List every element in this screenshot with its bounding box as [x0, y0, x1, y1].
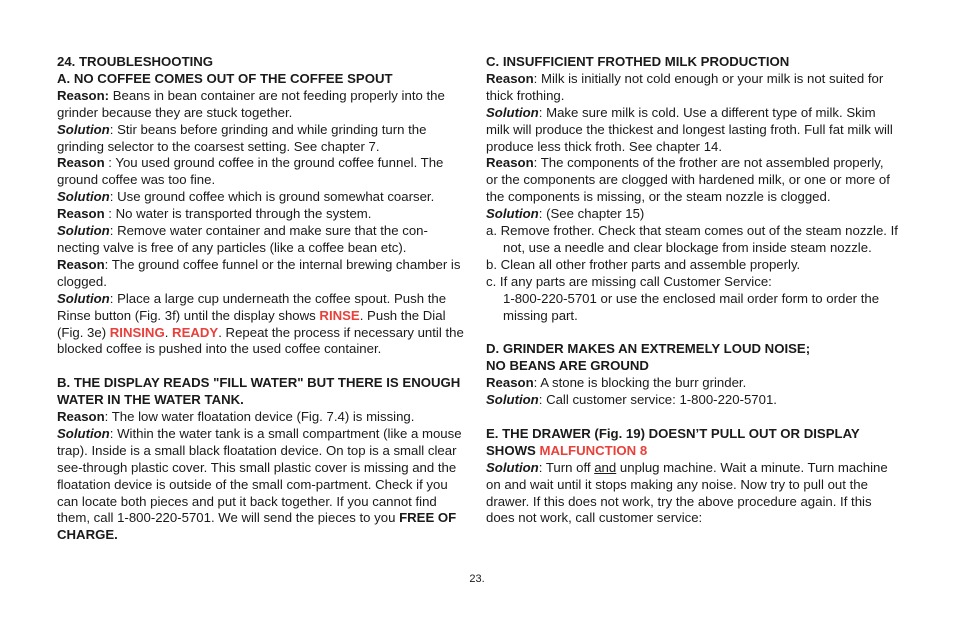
solution-label: Solution: [57, 189, 110, 205]
section-a-solution-1: [57, 122, 469, 156]
solution-text: : Use ground coffee which is ground somewhat coarser.: [109, 189, 435, 205]
page-number: 23.: [469, 573, 485, 585]
display-text-rinsing: RINSING: [109, 324, 165, 340]
section-e-heading-line-2: [486, 443, 898, 460]
section-c-solution-2: [486, 206, 898, 223]
section-d-heading-line-1: D. GRINDER MAKES AN EXTREMELY LOUD NOISE;: [486, 341, 811, 357]
solution-text: . Repeat the process if necessary until the blocked coffee is pushed into the used coffee container.: [57, 324, 464, 357]
reason-text: : The low water floatation device (Fig. 7.4) is missing.: [104, 409, 415, 425]
solution-text: : (See chapter 15): [538, 206, 645, 222]
reason-text: : You used ground coffee in the ground coffee funnel. The ground coffee was too fine.: [57, 155, 444, 188]
reason-text: : Milk is initially not cold enough or your milk is not suited for thick frothing.: [486, 70, 884, 103]
section-a-reason-1: [57, 88, 469, 122]
solution-label: Solution: [57, 425, 110, 441]
reason-label: Reason: [486, 375, 534, 391]
section-d-reason-1: [486, 375, 898, 392]
solution-text: : Stir beans before grinding and while grinding turn the grinding selector to the coarsest setting. See chapter 7.: [57, 121, 427, 154]
solution-text: : Place a large cup underneath the coffee spout. Push the Rinse button (Fig. 3f) until the display shows: [57, 290, 447, 323]
solution-text: : Remove water container and make sure that the con-necting valve is free of any particles (like a coffee bean etc).: [57, 223, 428, 255]
spacer: [486, 325, 898, 342]
solution-label: Solution: [486, 459, 539, 475]
solution-label: Solution: [486, 104, 539, 120]
solution-text: unplug machine. Wait a minute. Turn machine on and wait until it stops making any noise. Now try to pull out the drawer. If this does not work, try the above procedure again. If this does not work, call customer service:: [486, 459, 888, 526]
solution-label: Solution: [486, 206, 539, 222]
solution-label: Solution: [57, 121, 110, 137]
solution-text: : Turn off: [538, 459, 595, 475]
section-d-heading-line-2: NO BEANS ARE GROUND: [486, 358, 649, 374]
section-b-heading: B. THE DISPLAY READS "FILL WATER" BUT THERE IS ENOUGH WATER IN THE WATER TANK.: [57, 375, 461, 408]
section-c-reason-1: [486, 71, 898, 105]
solution-text: : Call customer service: 1-800-220-5701.: [538, 392, 777, 408]
solution-label: Solution: [57, 290, 110, 306]
section-c-reason-2: [486, 155, 898, 206]
section-e-heading-line-1: E. THE DRAWER (Fig. 19) DOESN’T PULL OUT OR DISPLAY: [486, 425, 860, 441]
solution-text: : Make sure milk is cold. Use a different type of milk. Skim milk will produce the thickest and longest lasting froth. Full fat milk will produce less thick froth. See chapter 14.: [486, 104, 893, 154]
section-c-solution-1: [486, 105, 898, 156]
right-column: [486, 54, 898, 527]
left-column: [57, 54, 469, 544]
section-a-solution-2: [57, 189, 469, 206]
reason-text: : The components of the frother are not assembled properly, or the components are clogged with hardened milk, or one or more of the components is missing, or the steam nozzle is clogged.: [486, 155, 890, 205]
reason-label: Reason: [57, 256, 105, 272]
section-a-solution-3: [57, 223, 469, 257]
section-a-reason-4: [57, 257, 469, 291]
section-a-reason-2: [57, 155, 469, 189]
list-item: c. If any parts are missing call Customer Service:: [486, 273, 772, 289]
reason-label: Reason: [57, 409, 105, 425]
section-a-heading: A. NO COFFEE COMES OUT OF THE COFFEE SPOUT: [57, 70, 393, 86]
solution-label: Solution: [486, 392, 539, 408]
section-title: 24. TROUBLESHOOTING: [57, 54, 214, 69]
reason-text: : No water is transported through the system.: [104, 206, 372, 222]
solution-text: : Within the water tank is a small compartment (like a mouse trap). Inside is a small black floatation device. On top is a small clear see-through plastic cover. This small plastic cover is missing and the floatation device is outside of the small com-partment. Check if you can locate both pieces and put it back together. If you cannot find them, call 1-800-220-5701. We will send the pieces to you: [57, 425, 462, 526]
reason-label: Reason: [57, 206, 105, 222]
spacer: [57, 358, 469, 375]
solution-text: .: [164, 324, 173, 340]
list-item: b. Clean all other frother parts and assemble properly.: [486, 256, 801, 272]
free-of-charge: FREE OF CHARGE.: [57, 510, 457, 543]
reason-label: Reason:: [57, 87, 110, 103]
section-a-reason-3: [57, 206, 469, 223]
section-c-heading: C. INSUFFICIENT FROTHED MILK PRODUCTION: [486, 54, 790, 69]
reason-label: Reason: [486, 70, 534, 86]
section-b-solution-1: [57, 426, 469, 544]
reason-text: Beans in bean container are not feeding properly into the grinder because they are stuck together.: [57, 87, 445, 120]
solution-text: . Push the Dial (Fig. 3e): [57, 307, 446, 340]
section-a-solution-4: [57, 291, 469, 359]
section-e-solution-1: [486, 460, 898, 528]
reason-text: : A stone is blocking the burr grinder.: [533, 375, 747, 391]
list-item-continuation: 1-800-220-5701 or use the enclosed mail order form to order the missing part.: [503, 290, 880, 323]
display-text-malfunction: MALFUNCTION 8: [539, 442, 648, 458]
solution-label: Solution: [57, 223, 110, 239]
section-b-reason-1: [57, 409, 469, 426]
reason-label: Reason: [486, 155, 534, 171]
underlined-and: and: [594, 459, 617, 475]
list-item: a. Remove frother. Check that steam comes out of the steam nozzle. If not, use a needle and clear blockage from inside steam nozzle.: [486, 223, 898, 255]
reason-text: : The ground coffee funnel or the internal brewing chamber is clogged.: [57, 256, 461, 289]
display-text-ready: READY: [172, 324, 219, 340]
spacer: [486, 409, 898, 426]
heading-text: SHOWS: [486, 442, 540, 458]
reason-label: Reason: [57, 155, 105, 171]
display-text-rinse: RINSE: [319, 307, 360, 323]
section-d-solution-1: [486, 392, 898, 409]
